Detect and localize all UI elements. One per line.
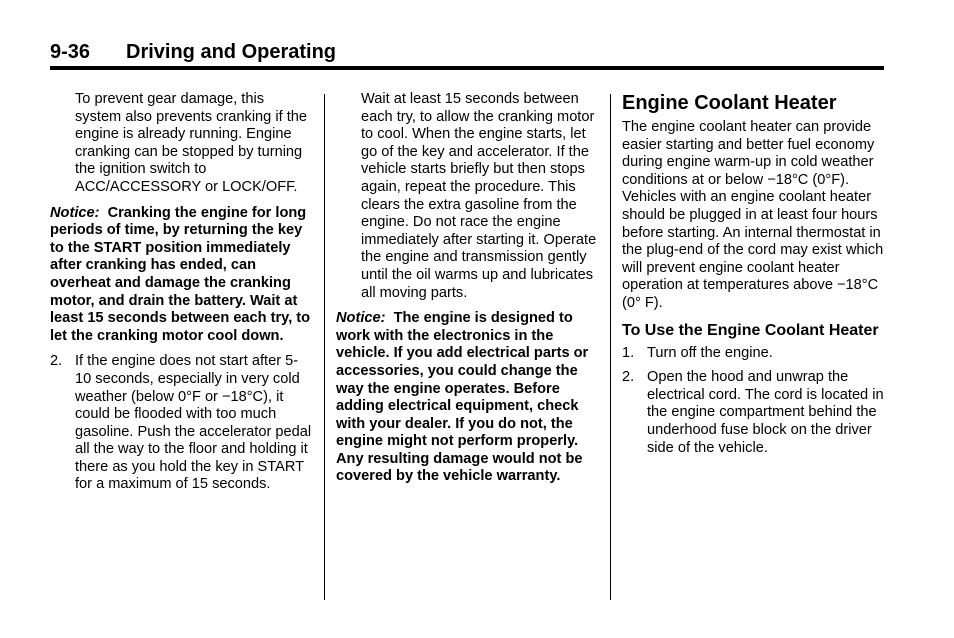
list-item <box>622 369 884 457</box>
page-header <box>50 38 884 70</box>
column-right <box>622 91 884 457</box>
list-item-text: If the engine does not start after 5-10 seconds, especially in very cold weather (below 0°F or −18°C), it could be flooded with too much gasoline. Push the accelerator pedal all the way to the floor and holding it there as you hold the key in START for a maximum of 15 seconds. <box>75 353 312 493</box>
list-item <box>622 345 884 363</box>
list-item-number: 2. <box>622 369 635 386</box>
list-item <box>50 353 312 494</box>
list-item-number: 2. <box>50 353 63 370</box>
notice-label: Notice: <box>50 204 100 221</box>
notice-label: Notice: <box>336 310 386 327</box>
intro-paragraph: To prevent gear damage, this system also prevents cranking if the engine is already running. Engine cranking can be stopped by turning the ignition switch to ACC/ACCESSORY or LOCK/OFF. <box>75 91 307 195</box>
section-title: Driving and Operating <box>126 41 337 63</box>
list-item-text: Open the hood and unwrap the electrical cord. The cord is located in the engine compartment behind the underhood fuse block on the driver side of the vehicle. <box>647 369 884 456</box>
notice-cranking <box>50 205 312 346</box>
column-left <box>50 91 312 494</box>
list-item-text: Turn off the engine. <box>647 344 773 361</box>
column-divider <box>610 94 611 600</box>
page-number: 9-36 <box>50 41 91 63</box>
section-heading: Engine Coolant Heater <box>622 92 837 114</box>
notice-text: The engine is designed to work with the electronics in the vehicle. If you add electrical parts or accessories, you could change the way the engine operates. Before adding electrical equipment, check with your dealer. If you do not, the engine might not perform properly. Any resulting damage would not be covered by the vehicle warranty. <box>336 310 589 485</box>
list-item-number: 1. <box>622 344 635 361</box>
wait-paragraph: Wait at least 15 seconds between each try, to allow the cranking motor to cool. When the engine starts, let go of the key and accelerator. If the vehicle starts briefly but then stops again, repeat the procedure. This clears the extra gasoline from the engine. Do not race the engine immediately after starting it. Operate the engine and transmission gently until the oil warms up and lubricates all moving parts. <box>361 91 597 301</box>
subsection-heading: To Use the Engine Coolant Heater <box>622 321 879 339</box>
notice-text: Cranking the engine for long periods of time, by returning the key to the START position immediately after cranking has ended, can overheat and damage the cranking motor, and drain the battery. Wait at least 15 seconds between each try, to let the cranking motor cool down. <box>50 204 311 344</box>
notice-electronics <box>336 310 602 486</box>
coolant-heater-paragraph: The engine coolant heater can provide easier starting and better fuel economy during engine warm-up in cold weather conditions at or below −18°C (0°F). Vehicles with an engine coolant heater should be plugged in at least four hours before starting. An internal thermostat in the plug-end of the cord may exist which will prevent engine coolant heater operation at temperatures above −18°C (0° F). <box>622 119 884 311</box>
column-middle <box>336 91 602 486</box>
column-divider <box>324 94 325 600</box>
